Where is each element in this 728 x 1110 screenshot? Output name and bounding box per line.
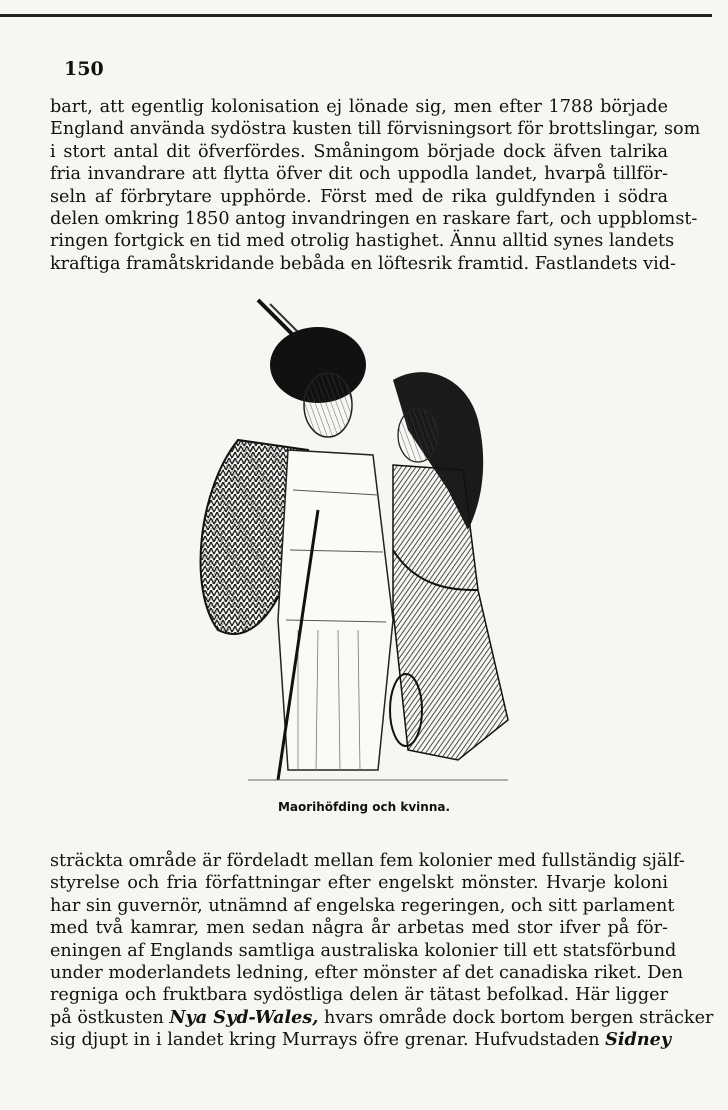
text-line: i stort antal dit öfverfördes. Småningom började dock äfven talrika xyxy=(50,141,668,162)
figure-caption: Maorihöfding och kvinna. xyxy=(277,800,451,814)
text-line: delen omkring 1850 antog invandringen en raskare fart, och uppblomst- xyxy=(50,209,698,230)
text-line: eningen af Englands samtliga australiska kolonier till ett statsförbund xyxy=(50,940,677,961)
page-number: 150 xyxy=(64,58,104,80)
italic-place-name: Sidney xyxy=(605,1029,672,1051)
maori-chief-and-woman-engraving xyxy=(178,290,536,790)
text-line xyxy=(50,1006,714,1029)
woman-face xyxy=(398,408,438,462)
text-line: regniga och fruktbara sydöstliga delen är tätast befolkad. Här ligger xyxy=(50,985,668,1006)
text-line: England använda sydöstra kusten till förvisningsort för brottslingar, som xyxy=(50,119,701,140)
top-rule xyxy=(0,14,712,17)
paragraph-top xyxy=(50,96,701,275)
text-line: under moderlandets ledning, efter mönster af det canadiska riket. Den xyxy=(50,963,684,984)
text-line: bart, att egentlig kolonisation ej lönade sig, men efter 1788 började xyxy=(50,97,668,117)
text-line xyxy=(50,1029,672,1051)
text-run: på östkusten xyxy=(50,1007,170,1028)
text-run: hvars område dock bortom bergen sträcker xyxy=(318,1007,714,1028)
text-line: ringen fortgick en tid med otrolig hastighet. Ännu alltid synes landets xyxy=(50,231,675,252)
paragraph-bottom xyxy=(50,850,714,1052)
text-line: seln af förbrytare upphörde. Först med de rika guldfynden i södra xyxy=(50,186,668,207)
text-line: har sin guvernör, utnämnd af engelska regeringen, och sitt parlament xyxy=(50,895,675,916)
chief-robe xyxy=(278,450,393,770)
engraving-illustration xyxy=(178,290,536,790)
chief-face xyxy=(304,373,352,437)
text-run: sig djupt in i landet kring Murrays öfre grenar. Hufvudstaden xyxy=(50,1030,606,1051)
text-line: sträckta område är fördeladt mellan fem kolonier med fullständig själf- xyxy=(50,851,685,871)
text-line: med två kamrar, men sedan några år arbetas med stor ifver på för- xyxy=(50,918,668,939)
text-line: kraftiga framåtskridande bebåda en löftesrik framtid. Fastlandets vid- xyxy=(50,253,676,274)
text-line: fria invandrare att flytta öfver dit och uppodla landet, hvarpå tillför- xyxy=(50,164,668,185)
italic-place-name: Nya Syd-Wales, xyxy=(169,1006,319,1028)
woman-garment xyxy=(393,465,508,760)
text-line: styrelse och fria författningar efter engelskt mönster. Hvarje koloni xyxy=(50,873,668,894)
